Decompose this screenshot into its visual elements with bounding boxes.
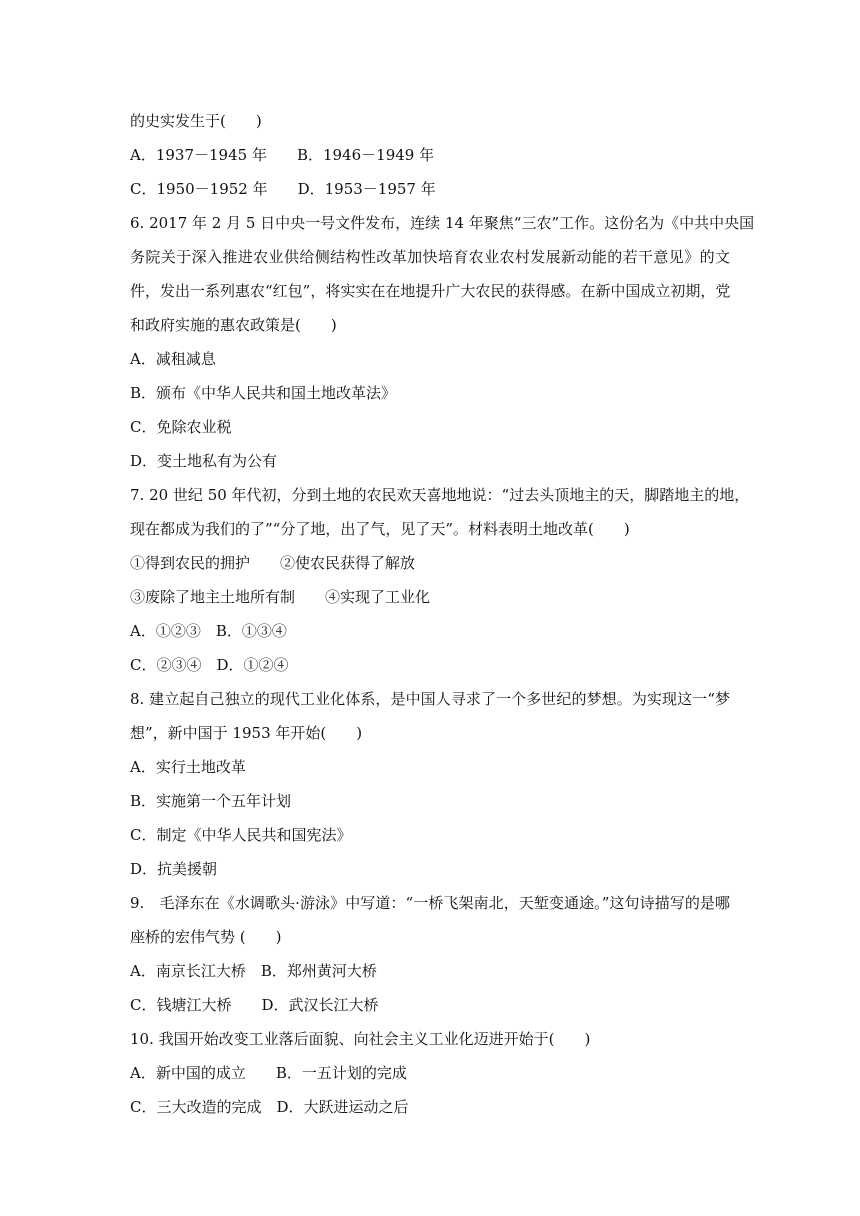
q7-options-row2: C．②③④ D．①②④ — [130, 656, 289, 674]
q7-options-row1: A．①②③ B．①③④ — [130, 622, 287, 640]
q8-option-b: B．实施第一个五年计划 — [130, 792, 292, 810]
q6-stem-line-2: 务院关于深入推进农业供给侧结构性改革加快培育农业农村发展新动能的若干意见》的文 — [130, 248, 730, 266]
q7-statements-row2: ③废除了地主土地所有制 ④实现了工业化 — [130, 588, 431, 606]
q8-stem-line-1: 8. 建立起自己独立的现代工业化体系，是中国人寻求了一个多世纪的梦想。为实现这一“梦 — [130, 690, 730, 708]
q10-options-row1: A．新中国的成立 B．一五计划的完成 — [130, 1064, 407, 1082]
q6-option-c: C．免除农业税 — [130, 418, 232, 436]
q5-options-row1: A．1937－1945 年 B．1946－1949 年 — [130, 146, 435, 164]
q9-stem-line-2: 座桥的宏伟气势 ( ) — [130, 928, 282, 946]
q6-stem-line-3: 件，发出一系列惠农“红包”，将实实在在地提升广大农民的获得感。在新中国成立初期，党 — [130, 282, 731, 300]
q6-stem-line-4: 和政府实施的惠农政策是( ) — [130, 316, 337, 334]
q7-statements-row1: ①得到农民的拥护 ②使农民获得了解放 — [130, 554, 416, 572]
q6-option-d: D．变土地私有为公有 — [130, 452, 278, 470]
q9-options-row1: A．南京长江大桥 B．郑州黄河大桥 — [130, 962, 377, 980]
q6-option-a: A．减租减息 — [130, 350, 216, 368]
q6-option-b: B．颁布《中华人民共和国土地改革法》 — [130, 384, 397, 402]
q8-option-a: A．实行土地改革 — [130, 758, 246, 776]
q8-stem-line-2: 想”，新中国于 1953 年开始( ) — [130, 724, 363, 742]
q9-stem-line-1: 9. 毛泽东在《水调歌头·游泳》中写道：“一桥飞架南北，天堑变通途。”这句诗描写的是哪 — [130, 894, 730, 912]
q7-stem-line-2: 现在都成为我们的了”“分了地，出了气，见了天”。材料表明土地改革( ) — [130, 520, 630, 538]
q9-options-row2: C．钱塘江大桥 D．武汉长江大桥 — [130, 996, 379, 1014]
q6-stem-line-1: 6. 2017 年 2 月 5 日中央一号文件发布，连续 14 年聚焦“三农”工作。这份名为《中共中央国 — [130, 214, 755, 232]
q10-stem-line-1: 10. 我国开始改变工业落后面貌、向社会主义工业化迈进开始于( ) — [130, 1030, 591, 1048]
q7-stem-line-1: 7. 20 世纪 50 年代初，分到土地的农民欢天喜地地说：“过去头顶地主的天，脚踏地主的地， — [130, 486, 750, 504]
q8-option-c: C．制定《中华人民共和国宪法》 — [130, 826, 352, 844]
q5-options-row2: C．1950－1952 年 D．1953－1957 年 — [130, 180, 436, 198]
q5-stem-end: 的史实发生于( ) — [130, 112, 262, 130]
q8-option-d: D．抗美援朝 — [130, 860, 218, 878]
q10-options-row2: C．三大改造的完成 D．大跃进运动之后 — [130, 1098, 409, 1116]
